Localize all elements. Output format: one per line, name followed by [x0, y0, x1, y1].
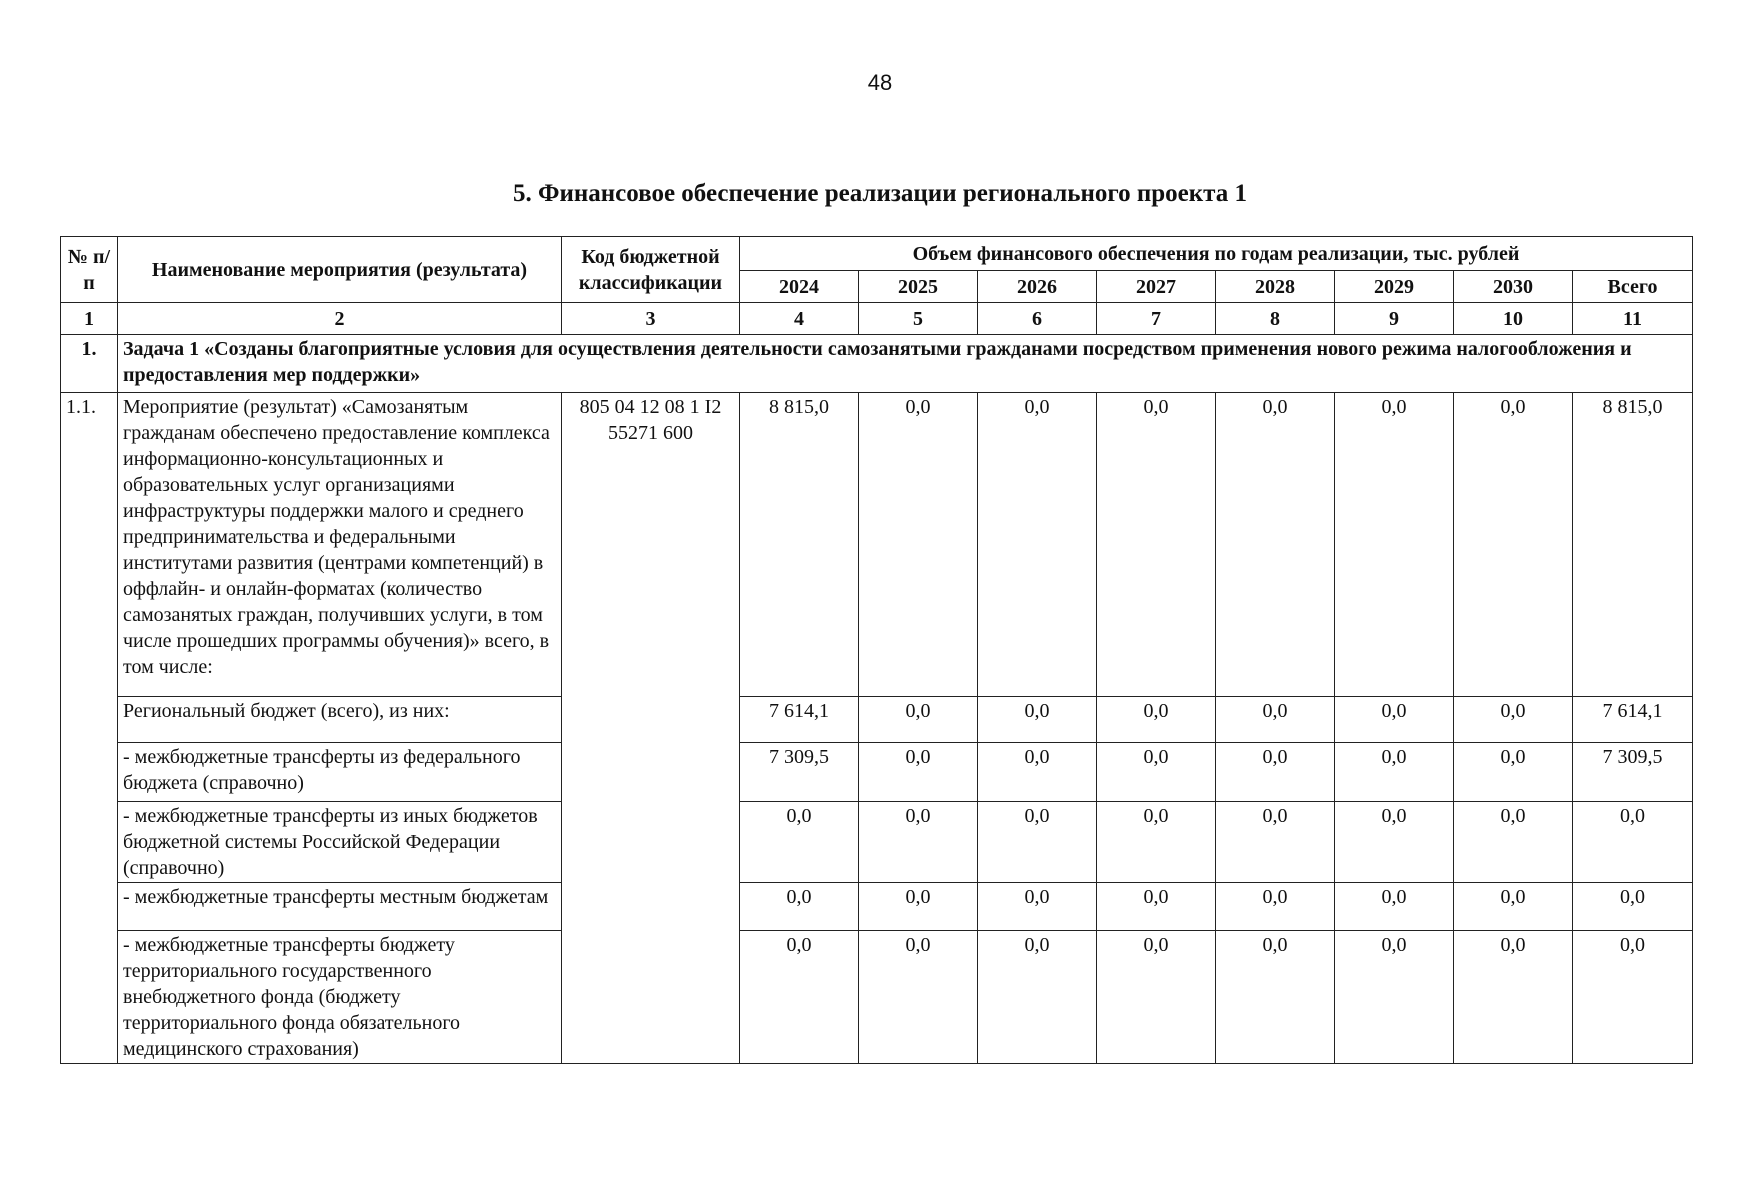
value-cell: 0,0: [859, 743, 978, 802]
header-volume: Объем финансового обеспечения по годам реализации, тыс. рублей: [740, 237, 1693, 271]
row-name: - межбюджетные трансферты местным бюджетам: [118, 883, 562, 931]
value-cell: 0,0: [978, 931, 1097, 1064]
value-cell: 0,0: [740, 883, 859, 931]
value-cell: 0,0: [859, 802, 978, 883]
value-cell: 0,0: [978, 883, 1097, 931]
value-cell: 0,0: [1216, 802, 1335, 883]
value-cell: 0,0: [1097, 883, 1216, 931]
table-row: [61, 393, 1693, 697]
column-number-2: 2: [118, 303, 562, 335]
header-year-5: 2029: [1335, 271, 1454, 303]
value-cell: 0,0: [1335, 883, 1454, 931]
value-cell: 0,0: [859, 393, 978, 697]
value-cell: 0,0: [1335, 931, 1454, 1064]
header-no: № п/п: [61, 237, 118, 303]
column-number-7: 7: [1097, 303, 1216, 335]
table-row: [61, 802, 1693, 883]
value-cell: 0,0: [1454, 931, 1573, 1064]
value-cell: 0,0: [1454, 697, 1573, 743]
value-cell: 0,0: [1454, 393, 1573, 697]
value-cell: 0,0: [1573, 883, 1693, 931]
column-number-1: 1: [61, 303, 118, 335]
value-cell: 0,0: [1097, 802, 1216, 883]
value-cell: 7 309,5: [740, 743, 859, 802]
header-year-6: 2030: [1454, 271, 1573, 303]
row-name: Мероприятие (результат) «Самозанятым гражданам обеспечено предоставление комплекса информационно-консультационных и образовательных услуг организациями инфраструктуры поддержки малого и среднего предпринимательства и федеральными институтами развития (центрами компетенций) в оффлайн- и онлайн-форматах (количество самозанятых граждан, получивших услуги, в том числе прошедших программы обучения)» всего, в том числе:: [118, 393, 562, 697]
value-cell: 0,0: [1216, 883, 1335, 931]
value-cell: 0,0: [1216, 931, 1335, 1064]
budget-code: 805 04 12 08 1 I2 55271 600: [562, 393, 740, 1064]
value-cell: 0,0: [1097, 697, 1216, 743]
row-number: 1.1.: [61, 393, 118, 1064]
value-cell: 0,0: [1335, 743, 1454, 802]
column-number-10: 10: [1454, 303, 1573, 335]
column-number-9: 9: [1335, 303, 1454, 335]
value-cell: 0,0: [1097, 743, 1216, 802]
value-cell: 0,0: [978, 743, 1097, 802]
header-name: Наименование мероприятия (результата): [118, 237, 562, 303]
value-cell: 8 815,0: [1573, 393, 1693, 697]
column-number-4: 4: [740, 303, 859, 335]
value-cell: 0,0: [1216, 697, 1335, 743]
value-cell: 0,0: [1216, 393, 1335, 697]
table-row: [61, 883, 1693, 931]
value-cell: 0,0: [1335, 802, 1454, 883]
task-row: [61, 335, 1693, 393]
value-cell: 0,0: [859, 883, 978, 931]
value-cell: 0,0: [1573, 802, 1693, 883]
header-year-4: 2028: [1216, 271, 1335, 303]
value-cell: 0,0: [740, 931, 859, 1064]
row-name: Региональный бюджет (всего), из них:: [118, 697, 562, 743]
header-year-0: 2024: [740, 271, 859, 303]
value-cell: 0,0: [1335, 697, 1454, 743]
value-cell: 0,0: [1216, 743, 1335, 802]
header-year-7: Всего: [1573, 271, 1693, 303]
value-cell: 0,0: [1335, 393, 1454, 697]
header-year-1: 2025: [859, 271, 978, 303]
value-cell: 7 309,5: [1573, 743, 1693, 802]
table-row: [61, 931, 1693, 1064]
row-name: - межбюджетные трансферты из федерального бюджета (справочно): [118, 743, 562, 802]
value-cell: 0,0: [740, 802, 859, 883]
value-cell: 0,0: [1454, 743, 1573, 802]
row-name: - межбюджетные трансферты из иных бюджетов бюджетной системы Российской Федерации (справочно): [118, 802, 562, 883]
table-row: [61, 743, 1693, 802]
value-cell: 8 815,0: [740, 393, 859, 697]
header-year-2: 2026: [978, 271, 1097, 303]
column-number-5: 5: [859, 303, 978, 335]
column-number-6: 6: [978, 303, 1097, 335]
column-number-8: 8: [1216, 303, 1335, 335]
value-cell: 0,0: [1454, 883, 1573, 931]
value-cell: 0,0: [859, 697, 978, 743]
value-cell: 7 614,1: [740, 697, 859, 743]
header-code: Код бюджетной классификации: [562, 237, 740, 303]
task-number: 1.: [61, 335, 118, 393]
value-cell: 0,0: [1573, 931, 1693, 1064]
value-cell: 0,0: [978, 802, 1097, 883]
value-cell: 0,0: [1454, 802, 1573, 883]
column-number-11: 11: [1573, 303, 1693, 335]
value-cell: 7 614,1: [1573, 697, 1693, 743]
section-title: 5. Финансовое обеспечение реализации регионального проекта 1: [512, 180, 1248, 207]
value-cell: 0,0: [1097, 393, 1216, 697]
table-row: [61, 697, 1693, 743]
value-cell: 0,0: [1097, 931, 1216, 1064]
row-name: - межбюджетные трансферты бюджету территориального государственного внебюджетного фонда (бюджету территориального фонда обязательного медицинского страхования): [118, 931, 562, 1064]
column-number-3: 3: [562, 303, 740, 335]
value-cell: 0,0: [859, 931, 978, 1064]
task-text: Задача 1 «Созданы благоприятные условия для осуществления деятельности самозанятыми гражданами посредством применения нового режима налогообложения и предоставления мер поддержки»: [118, 335, 1693, 393]
page-number: 48: [867, 70, 893, 95]
header-year-3: 2027: [1097, 271, 1216, 303]
value-cell: 0,0: [978, 697, 1097, 743]
value-cell: 0,0: [978, 393, 1097, 697]
financing-table: [60, 236, 1693, 1064]
